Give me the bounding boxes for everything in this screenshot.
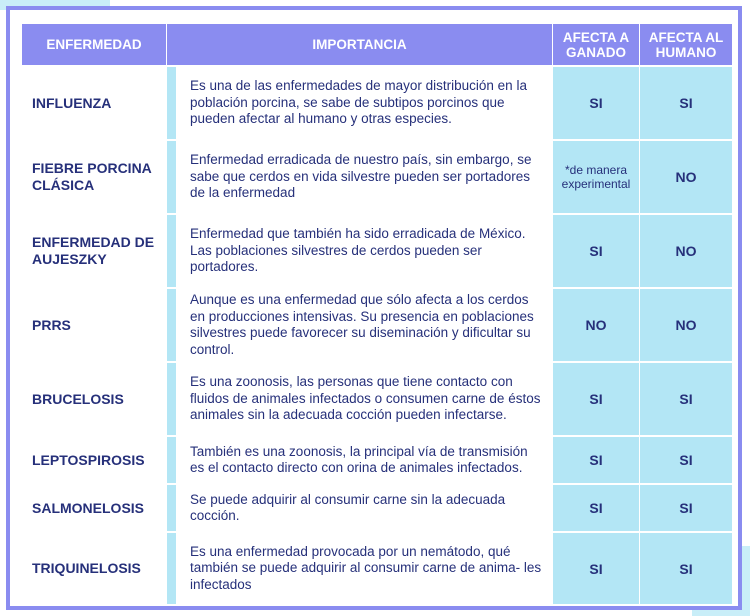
affects-livestock-value: SI <box>553 485 639 531</box>
header-importance: IMPORTANCIA <box>167 24 552 65</box>
affects-human-value: NO <box>640 141 732 213</box>
affects-human-value: SI <box>640 363 732 435</box>
disease-table <box>6 6 742 610</box>
disease-importance: Se puede adquirir al consumir carne sin la adecuada cocción. <box>167 485 552 531</box>
decorative-corner-side <box>742 546 750 616</box>
affects-human-value: SI <box>640 533 732 604</box>
disease-name: BRUCELOSIS <box>32 390 124 407</box>
disease-name: INFLUENZA <box>32 94 112 111</box>
affects-human-value: NO <box>640 289 732 361</box>
disease-name: ENFERMEDAD DE AUJESZKY <box>32 234 155 267</box>
disease-importance: Es una enfermedad provocada por un nemátodo, qué también se puede adquirir al consumir carne de anima- les infectados <box>167 533 552 604</box>
disease-importance: Enfermedad que también ha sido erradicada de México. Las poblaciones silvestres de cerdos pueden ser portadores. <box>167 215 552 287</box>
affects-livestock-value: SI <box>553 215 639 287</box>
affects-livestock-value: SI <box>553 437 639 483</box>
affects-livestock-value: NO <box>553 289 639 361</box>
affects-livestock-value: SI <box>553 67 639 139</box>
affects-human-value: NO <box>640 215 732 287</box>
header-affects-livestock-label: AFECTA A GANADO <box>562 29 630 60</box>
affects-human-value: SI <box>640 437 732 483</box>
header-affects-human <box>640 24 732 65</box>
disease-importance: Es una de las enfermedades de mayor distribución en la población porcina, se sabe de subtipos porcinos que pueden afectar al humano y otras especies. <box>167 67 552 139</box>
affects-human-value: SI <box>640 67 732 139</box>
affects-livestock-value: *de manera experimental <box>553 141 639 213</box>
disease-importance: Enfermedad erradicada de nuestro país, sin embargo, se sabe que cerdos en vida silvestre pueden ser portadores de la enfermedad <box>167 141 552 213</box>
disease-name: PRRS <box>32 316 71 333</box>
disease-importance: Es una zoonosis, las personas que tiene contacto con fluidos de animales infectados o consumen carne de éstos animales sin la adecuada cocción pueden infectarse. <box>167 363 552 435</box>
disease-importance: Aunque es una enfermedad que sólo afecta a los cerdos en producciones intensivas. Su presencia en poblaciones silvestres puede favorecer su diseminación y dificultar su control. <box>167 289 552 361</box>
affects-livestock-value: SI <box>553 533 639 604</box>
affects-livestock-value: SI <box>553 363 639 435</box>
disease-name: SALMONELOSIS <box>32 499 145 516</box>
disease-name: LEPTOSPIROSIS <box>32 451 145 468</box>
disease-name: TRIQUINELOSIS <box>32 560 141 576</box>
header-disease: ENFERMEDAD <box>22 24 166 65</box>
affects-human-value: SI <box>640 485 732 531</box>
disease-importance: También es una zoonosis, la principal vía de transmisión es el contacto directo con orina de animales infectados. <box>167 437 552 483</box>
header-affects-livestock <box>553 24 639 65</box>
header-affects-human-label: AFECTA AL HUMANO <box>648 29 724 60</box>
disease-name: FIEBRE PORCINA CLÁSICA <box>32 160 152 193</box>
